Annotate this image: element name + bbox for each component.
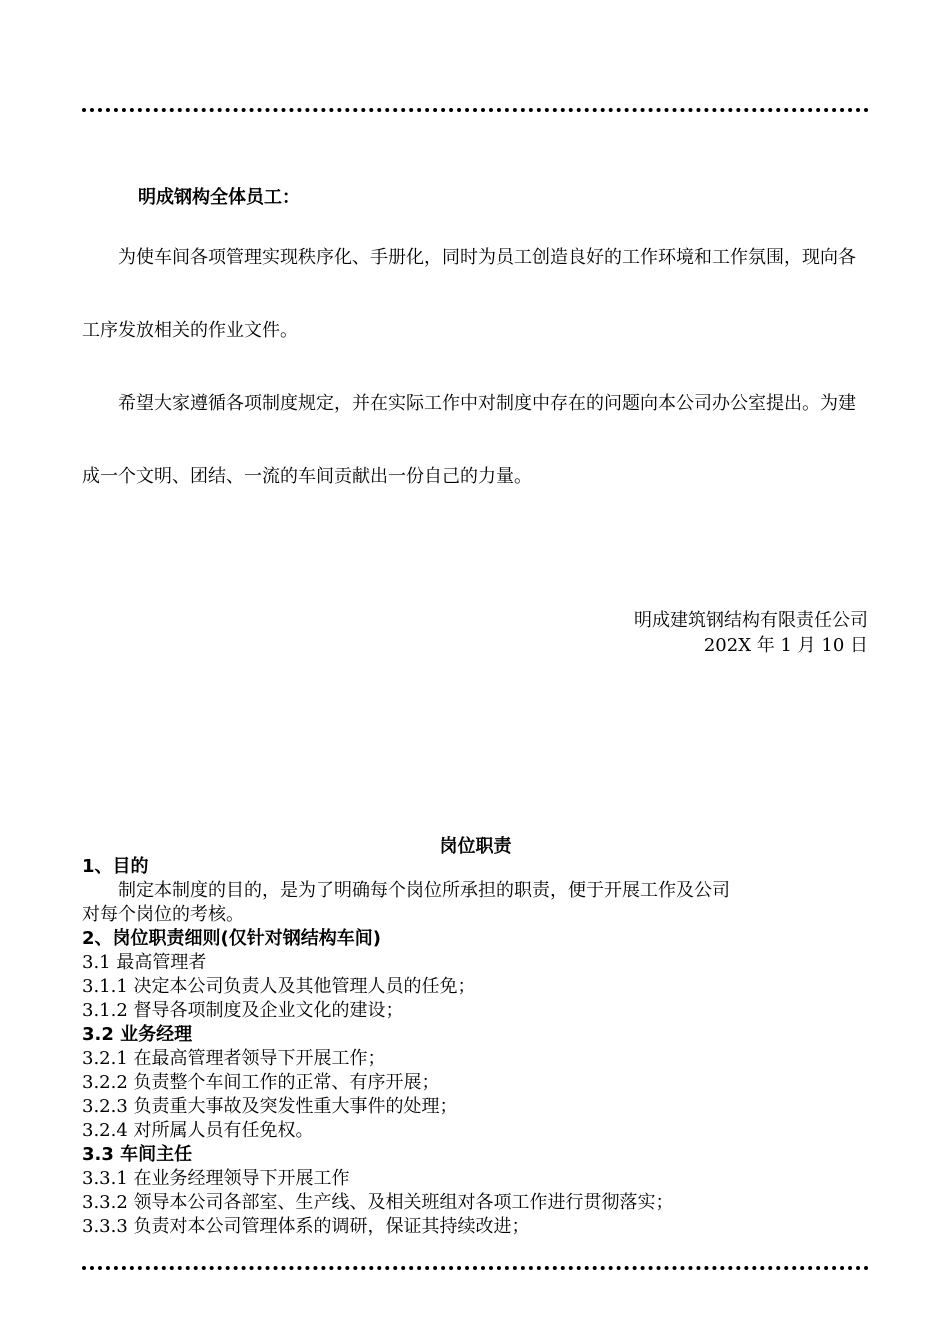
- item-3-2-3: 3.2.3 负责重大事故及突发性重大事件的处理；: [82, 1096, 458, 1117]
- letter-paragraph-2: 希望大家遵循各项制度规定，并在实际工作中对制度中存在的问题向本公司办公室提出。为建成一个文明、团结、一流的车间贡献出一份自己的力量。: [82, 393, 856, 487]
- item-3-2: 3.2 业务经理: [82, 1024, 193, 1045]
- item-3-3-2: 3.3.2 领导本公司各部室、生产线、及相关班组对各项工作进行贯彻落实；: [82, 1192, 674, 1213]
- item-3-1-1: 3.1.1 决定本公司负责人及其他管理人员的任免；: [82, 976, 476, 997]
- letter-greeting: 明成钢构全体员工：: [138, 187, 300, 208]
- signature-company: 明成建筑钢结构有限责任公司: [634, 610, 868, 631]
- bottom-dotted-rule: [82, 1266, 869, 1270]
- item-3-3-1: 3.3.1 在业务经理领导下开展工作: [82, 1168, 350, 1189]
- item-3-2-1: 3.2.1 在最高管理者领导下开展工作；: [82, 1048, 386, 1069]
- purpose-text-line-2: 对每个岗位的考核。: [82, 904, 244, 925]
- purpose-text-line-1: 制定本制度的目的，是为了明确每个岗位所承担的职责，便于开展工作及公司: [118, 880, 730, 901]
- item-3-2-2: 3.2.2 负责整个车间工作的正常、有序开展；: [82, 1072, 440, 1093]
- section-body: [82, 855, 869, 1239]
- signature-date: 202X 年 1 月 10 日: [703, 635, 868, 656]
- rules-heading: 2、岗位职责细则(仅针对钢结构车间): [82, 928, 381, 949]
- section-title: 岗位职责: [439, 836, 512, 857]
- item-3-3: 3.3 车间主任: [82, 1144, 193, 1165]
- item-3-3-3: 3.3.3 负责对本公司管理体系的调研，保证其持续改进；: [82, 1216, 530, 1237]
- item-3-1: 3.1 最高管理者: [82, 952, 207, 973]
- item-3-1-2: 3.1.2 督导各项制度及企业文化的建设；: [82, 1000, 404, 1021]
- top-dotted-rule: [82, 108, 869, 112]
- item-3-2-4: 3.2.4 对所属人员有任免权。: [82, 1120, 314, 1141]
- purpose-heading: 1、目的: [82, 856, 149, 877]
- letter-paragraph-1: 为使车间各项管理实现秩序化、手册化，同时为员工创造良好的工作环境和工作氛围，现向各工序发放相关的作业文件。: [82, 247, 856, 341]
